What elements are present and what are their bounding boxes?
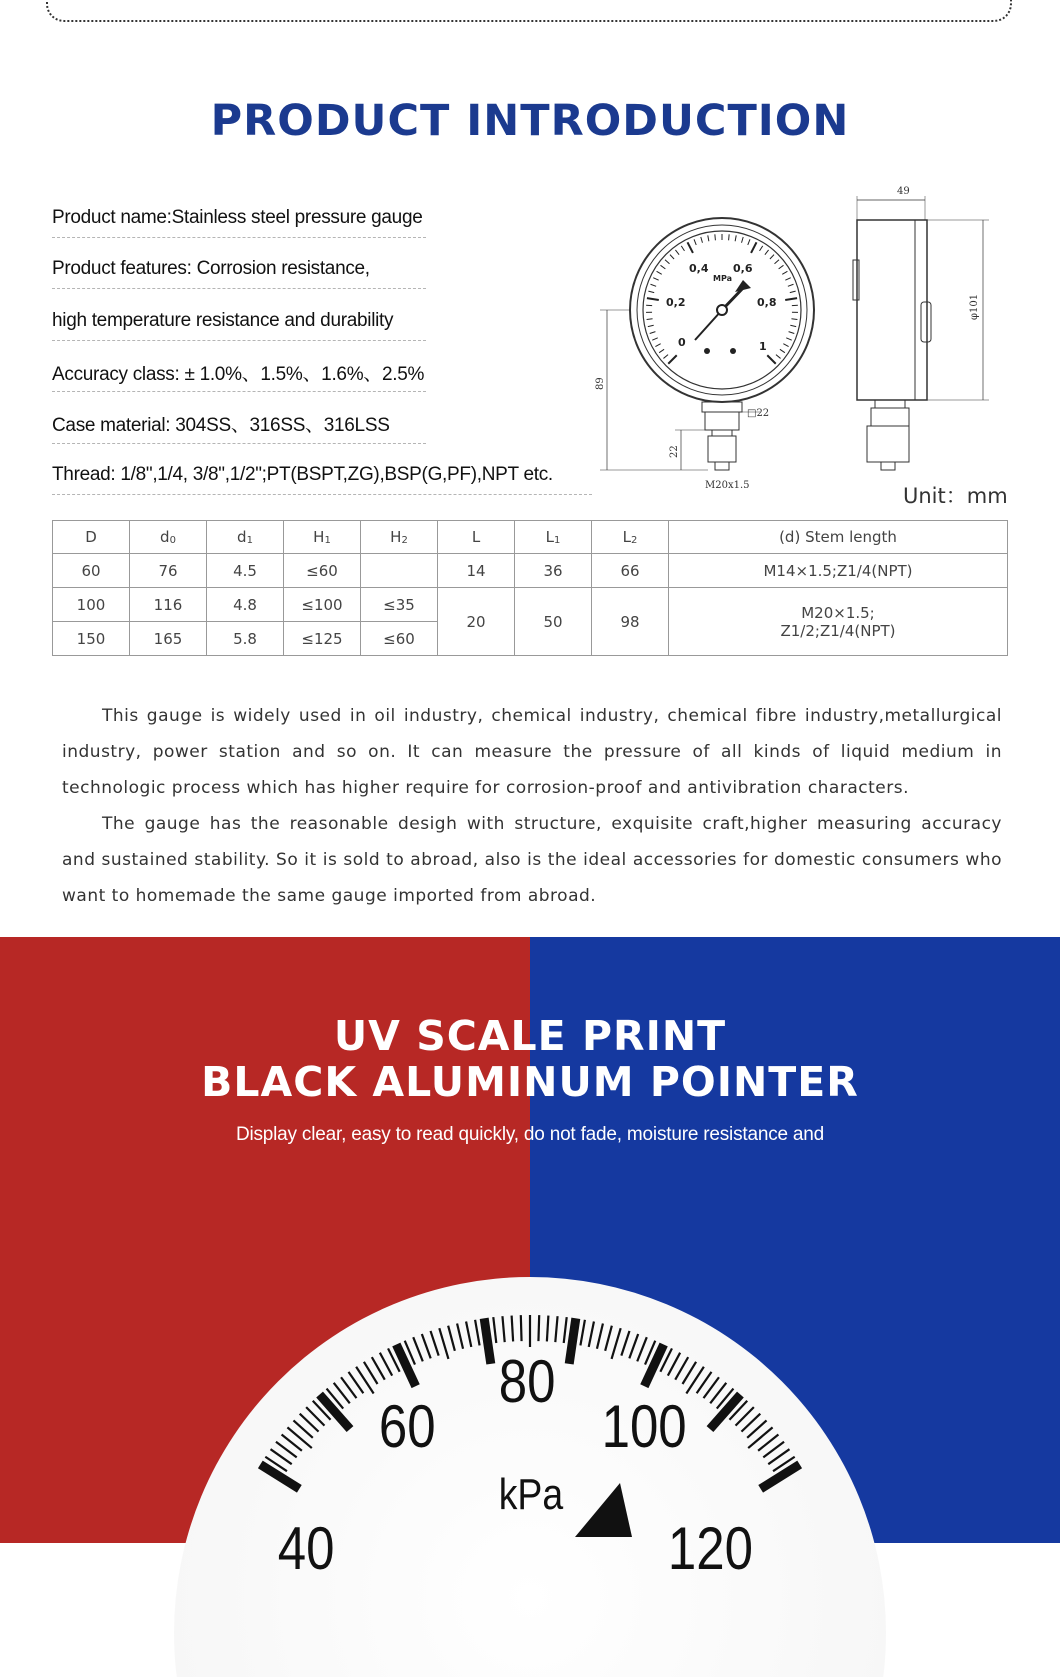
description-paragraph-2: The gauge has the reasonable desigh with structure, exquisite craft,higher measuring accuracy and sustained stability. So it is sold to abroad, also is the ideal accessories for domestic consumers who want to homemade the same gauge imported from abroad.: [62, 806, 1002, 914]
dial-tick: [650, 332, 656, 334]
dial-tick: [780, 349, 785, 352]
stem-line-1: M20×1.5;: [669, 604, 1007, 622]
table-cell: 36: [515, 554, 592, 588]
dial-label-0-8: 0,8: [757, 296, 777, 309]
dim-hex: □22: [747, 408, 769, 419]
table-cell: [361, 554, 438, 588]
dial-tick: [782, 271, 787, 274]
dial-label-60: 60: [379, 1393, 436, 1460]
description-paragraph-1: This gauge is widely used in oil industry, chemical industry, chemical fibre industry,metallurgical industry, power station and so on. It can measure the pressure of all kinds of liquid medium in technologic process which has higher require for corrosion-proof and antivibration characters.: [62, 698, 1002, 806]
table-cell: 60: [53, 554, 130, 588]
dial-tick: [650, 284, 656, 286]
dial-label-80: 80: [499, 1348, 556, 1415]
banner-title-line-2: BLACK ALUMINUM POINTER: [0, 1059, 1060, 1105]
table-cell: ≤60: [284, 554, 361, 588]
dim-diameter: φ101: [969, 294, 980, 320]
table-cell: 14: [438, 554, 515, 588]
dial-tick: [783, 344, 788, 347]
col-header-D: D: [53, 521, 130, 554]
table-row: [53, 588, 1008, 622]
dial-label-0-2: 0,2: [666, 296, 686, 309]
dial-label-120: 120: [668, 1515, 753, 1582]
dial-tick: [790, 291, 796, 292]
dial-tick: [715, 234, 716, 240]
top-decorative-frame: [46, 0, 1012, 22]
dial-tick: [775, 260, 780, 264]
dim-stem: 22: [669, 445, 680, 458]
dial-tick: [790, 325, 796, 326]
stem-line-2: Z1/2;Z1/4(NPT): [669, 622, 1007, 640]
dial-tick: [647, 298, 659, 300]
dim-height: 89: [595, 377, 606, 390]
banner-subtitle: Display clear, easy to read quickly, do not fade, moisture resistance and: [0, 1124, 1060, 1146]
table-cell: 4.8: [207, 588, 284, 622]
dial-label-100: 100: [602, 1393, 687, 1460]
dial-tick: [665, 260, 670, 264]
table-cell: 50: [515, 588, 592, 656]
feature-banner: [0, 937, 1060, 1543]
spec-thread: Thread: 1/8",1/4, 3/8",1/2";PT(BSPT,ZG),BSP(G,PF),NPT etc.: [52, 450, 612, 502]
banner-title: [0, 1013, 1060, 1105]
dial-tick: [675, 250, 679, 255]
gauge-technical-drawing: [585, 180, 1015, 510]
dial-tick: [785, 278, 790, 281]
dial-label-0: 0: [678, 336, 686, 349]
dial-tick: [647, 319, 653, 320]
description: [62, 698, 1002, 914]
spec-case-material: Case material: 304SS、316SS、316LSS: [52, 398, 612, 450]
dial-tick: [708, 235, 709, 241]
gauge-dial-closeup: [180, 1277, 880, 1677]
spec-features-cont: high temperature resistance and durability: [52, 295, 612, 347]
dial-tick: [788, 284, 794, 286]
table-cell: 98: [592, 588, 669, 656]
dial-tick: [681, 246, 684, 251]
table-cell: 116: [130, 588, 207, 622]
dial-tick: [729, 234, 730, 240]
table-cell: M14×1.5;Z1/4(NPT): [669, 554, 1008, 588]
dim-width: 49: [897, 186, 910, 197]
dial-tick: [786, 338, 792, 340]
col-header-L2: L2: [592, 521, 669, 554]
col-header-H2: H2: [361, 521, 438, 554]
table-cell: 5.8: [207, 622, 284, 656]
dial-tick: [653, 278, 658, 281]
dial-tick: [655, 344, 660, 347]
col-header-L: L: [438, 521, 515, 554]
col-header-d1: d1: [207, 521, 284, 554]
table-cell: ≤60: [361, 622, 438, 656]
table-cell-stem: [669, 588, 1008, 656]
dial-tick: [652, 338, 658, 340]
dial-tick: [751, 242, 756, 253]
dial-tick: [657, 271, 662, 274]
dial-tick: [785, 298, 797, 300]
dial-tick: [547, 1316, 549, 1342]
dial-tick: [648, 325, 654, 326]
dial-tick: [648, 291, 654, 292]
dial-tick: [661, 265, 666, 269]
dial-tick: [538, 1315, 539, 1341]
dial-tick: [791, 319, 797, 320]
dial-tick: [735, 235, 736, 241]
section-title: PRODUCT INTRODUCTION: [0, 96, 1060, 146]
table-cell: 66: [592, 554, 669, 588]
banner-title-line-1: UV SCALE PRINT: [0, 1013, 1060, 1059]
spec-product-name: Product name:Stainless steel pressure gauge: [52, 192, 612, 244]
dial-tick: [767, 355, 775, 363]
dim-thread: M20x1.5: [705, 480, 750, 491]
spec-features: Product features: Corrosion resistance,: [52, 244, 612, 296]
spec-accuracy: Accuracy class: ± 1.0%、1.5%、1.6%、2.5%: [52, 347, 612, 399]
col-header-d0: d0: [130, 521, 207, 554]
dimensions-table: [52, 520, 1008, 656]
table-cell: ≤35: [361, 588, 438, 622]
dial-tick: [770, 255, 774, 259]
table-header-row: [53, 521, 1008, 554]
col-header-L1: L1: [515, 521, 592, 554]
dial-tick: [521, 1315, 522, 1341]
dial-tick: [670, 255, 674, 259]
table-cell: 4.5: [207, 554, 284, 588]
dial-tick: [701, 237, 703, 243]
spec-list: [52, 192, 612, 501]
table-cell: 100: [53, 588, 130, 622]
dial-tick: [748, 239, 750, 245]
dial-tick: [760, 246, 763, 251]
col-header-stem: (d) Stem length: [669, 521, 1008, 554]
unit-label: Unit：mm: [903, 480, 1008, 510]
table-cell: 20: [438, 588, 515, 656]
dial-label-1: 1: [759, 340, 767, 353]
dial-label-0-4: 0,4: [689, 262, 709, 275]
dial-tick: [512, 1316, 514, 1342]
table-cell: ≤125: [284, 622, 361, 656]
table-row: [53, 554, 1008, 588]
dial-label-0-6: 0,6: [733, 262, 753, 275]
dial-unit-kpa: kPa: [499, 1469, 564, 1519]
dial-tick: [694, 239, 696, 245]
dial-tick: [668, 355, 676, 363]
col-header-H1: H1: [284, 521, 361, 554]
dial-tick: [779, 265, 784, 269]
dial-tick: [742, 237, 744, 243]
table-cell: ≤100: [284, 588, 361, 622]
dial-tick: [789, 332, 795, 334]
table-cell: 76: [130, 554, 207, 588]
dial-label-40: 40: [278, 1515, 335, 1582]
table-cell: 150: [53, 622, 130, 656]
dial-tick: [687, 242, 692, 253]
dial-tick: [776, 355, 781, 359]
dial-unit: MPa: [713, 274, 732, 283]
dial-tick: [663, 355, 668, 359]
dial-tick: [765, 250, 769, 255]
dial-tick: [659, 349, 664, 352]
table-cell: 165: [130, 622, 207, 656]
